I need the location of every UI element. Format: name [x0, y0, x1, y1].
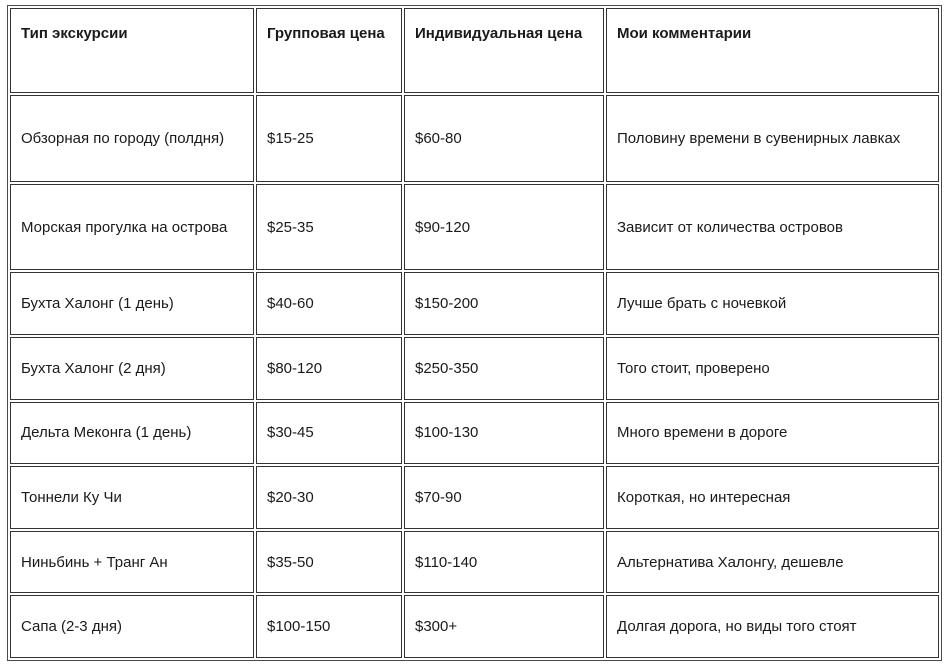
cell-excursion-type: Бухта Халонг (2 дня) [10, 337, 254, 400]
cell-group-price: $30-45 [256, 402, 402, 465]
cell-comment: Зависит от количества островов [606, 184, 939, 271]
excursion-table [8, 6, 941, 660]
cell-individual-price: $150-200 [404, 272, 604, 335]
table-row [10, 272, 939, 335]
cell-excursion-type: Бухта Халонг (1 день) [10, 272, 254, 335]
table-row [10, 337, 939, 400]
cell-excursion-type: Тоннели Ку Чи [10, 466, 254, 529]
cell-comment: Короткая, но интересная [606, 466, 939, 529]
cell-individual-price: $90-120 [404, 184, 604, 271]
header-cell-individual-price: Индивидуальная цена [404, 8, 604, 93]
cell-excursion-type: Обзорная по городу (полдня) [10, 95, 254, 182]
cell-excursion-type: Сапа (2-3 дня) [10, 595, 254, 658]
cell-individual-price: $110-140 [404, 531, 604, 594]
cell-group-price: $100-150 [256, 595, 402, 658]
table-row [10, 95, 939, 182]
header-cell-excursion-type: Тип экскурсии [10, 8, 254, 93]
cell-comment: Долгая дорога, но виды того стоят [606, 595, 939, 658]
table-row [10, 184, 939, 271]
cell-individual-price: $70-90 [404, 466, 604, 529]
cell-excursion-type: Ниньбинь + Транг Ан [10, 531, 254, 594]
header-cell-comments: Мои комментарии [606, 8, 939, 93]
cell-group-price: $80-120 [256, 337, 402, 400]
table-header-row [10, 8, 939, 93]
table-row [10, 595, 939, 658]
cell-individual-price: $250-350 [404, 337, 604, 400]
cell-excursion-type: Дельта Меконга (1 день) [10, 402, 254, 465]
cell-comment: Того стоит, проверено [606, 337, 939, 400]
table-row [10, 531, 939, 594]
table-row [10, 466, 939, 529]
cell-group-price: $15-25 [256, 95, 402, 182]
cell-individual-price: $100-130 [404, 402, 604, 465]
cell-group-price: $35-50 [256, 531, 402, 594]
header-cell-group-price: Групповая цена [256, 8, 402, 93]
table-row [10, 402, 939, 465]
cell-individual-price: $60-80 [404, 95, 604, 182]
cell-individual-price: $300+ [404, 595, 604, 658]
cell-comment: Лучше брать с ночевкой [606, 272, 939, 335]
cell-comment: Половину времени в сувенирных лавках [606, 95, 939, 182]
cell-group-price: $20-30 [256, 466, 402, 529]
excursion-price-table [7, 5, 942, 661]
cell-group-price: $25-35 [256, 184, 402, 271]
cell-comment: Много времени в дороге [606, 402, 939, 465]
cell-excursion-type: Морская прогулка на острова [10, 184, 254, 271]
cell-group-price: $40-60 [256, 272, 402, 335]
cell-comment: Альтернатива Халонгу, дешевле [606, 531, 939, 594]
